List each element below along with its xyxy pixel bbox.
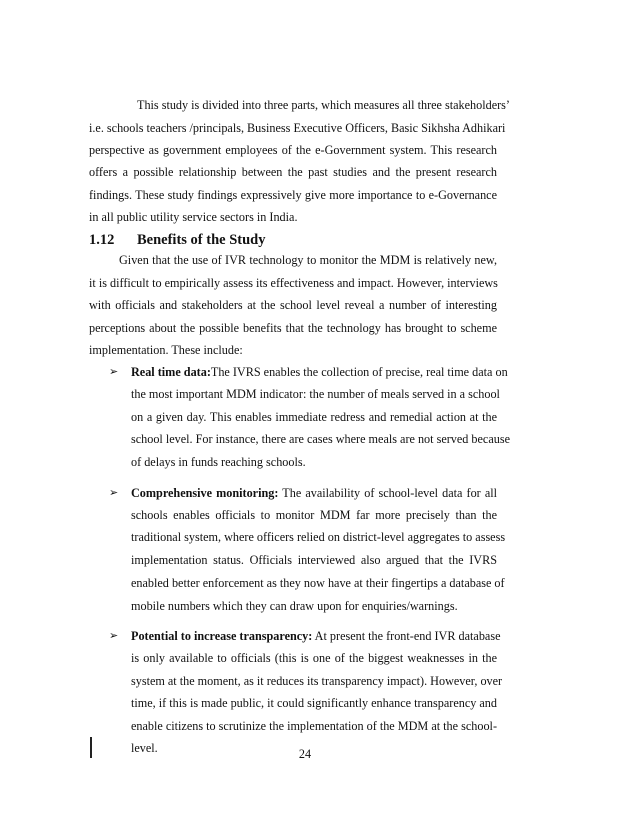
- section-line-2: it is difficult to empirically assess its effectiveness and impact. However, interviews: [89, 276, 498, 290]
- section-title: Benefits of the Study: [137, 232, 266, 248]
- bullet-2-term: Comprehensive monitoring:: [131, 486, 279, 500]
- bullet-3-first-line: [131, 628, 501, 644]
- bullet-3-line: enable citizens to scrutinize the implementation of the MDM at the school-: [131, 719, 497, 733]
- intro-line-2: i.e. schools teachers /principals, Business Executive Officers, Basic Sikhsha Adhikari: [89, 121, 506, 135]
- intro-line-6: in all public utility service sectors in India.: [89, 210, 298, 224]
- bullet-2-first-text: The availability of school-level data for all: [278, 486, 497, 500]
- section-line-3: with officials and stakeholders at the school level reveal a number of interesting: [89, 298, 497, 312]
- bullet-3-line: is only available to officials (this is one of the biggest weaknesses in the: [131, 651, 497, 665]
- bullet-2-line: mobile numbers which they can draw upon for enquiries/warnings.: [131, 599, 458, 613]
- bullet-2-first-line: [131, 485, 497, 501]
- bullet-arrow-icon: ➢: [109, 630, 119, 642]
- section-number: 1.12: [89, 232, 115, 248]
- bullet-arrow-icon: ➢: [109, 366, 119, 378]
- section-line-5: implementation. These include:: [89, 343, 243, 357]
- bullet-2-line: implementation status. Officials interviewed also argued that the IVRS: [131, 553, 497, 567]
- bullet-3-line: level.: [131, 741, 158, 755]
- bullet-1-line: school level. For instance, there are cases where meals are not served because: [131, 432, 510, 446]
- bullet-3-line: system at the moment, as it reduces its transparency impact). However, over: [131, 674, 503, 688]
- intro-line-5: findings. These study findings expressively give more importance to e-Governance: [89, 188, 497, 202]
- bullet-2-line: enabled better enforcement as they now have at their fingertips a database of: [131, 576, 505, 590]
- bullet-2-line: traditional system, where officers relied on district-level aggregates to assess: [131, 530, 506, 544]
- bullet-2-line: schools enables officials to monitor MDM far more precisely than the: [131, 508, 497, 522]
- bullet-1-line: of delays in funds reaching schools.: [131, 455, 306, 469]
- intro-line-4: offers a possible relationship between the past studies and the present research: [89, 165, 497, 179]
- bullet-3-line: time, if this is made public, it could significantly enhance transparency and: [131, 696, 497, 710]
- bullet-arrow-icon: ➢: [109, 487, 119, 499]
- bullet-3-term: Potential to increase transparency:: [131, 629, 313, 643]
- bullet-1-term: Real time data:: [131, 365, 211, 379]
- bullet-1-line: the most important MDM indicator: the number of meals served in a school: [131, 387, 500, 401]
- page-number: 24: [298, 747, 312, 761]
- intro-line-1: This study is divided into three parts, which measures all three stakeholders’: [137, 98, 510, 112]
- intro-line-3: perspective as government employees of the e-Government system. This research: [89, 143, 497, 157]
- bullet-1-first-text: The IVRS enables the collection of precise, real time data on: [210, 365, 508, 379]
- section-line-1: Given that the use of IVR technology to monitor the MDM is relatively new,: [119, 253, 497, 267]
- bullet-1-first-line: [131, 364, 508, 380]
- margin-bar: [90, 737, 92, 758]
- section-line-4: perceptions about the possible benefits that the technology has brought to scheme: [89, 321, 497, 335]
- bullet-3-first-text: At present the front-end IVR database: [312, 629, 501, 643]
- bullet-1-line: on a given day. This enables immediate redress and remedial action at the: [131, 410, 497, 424]
